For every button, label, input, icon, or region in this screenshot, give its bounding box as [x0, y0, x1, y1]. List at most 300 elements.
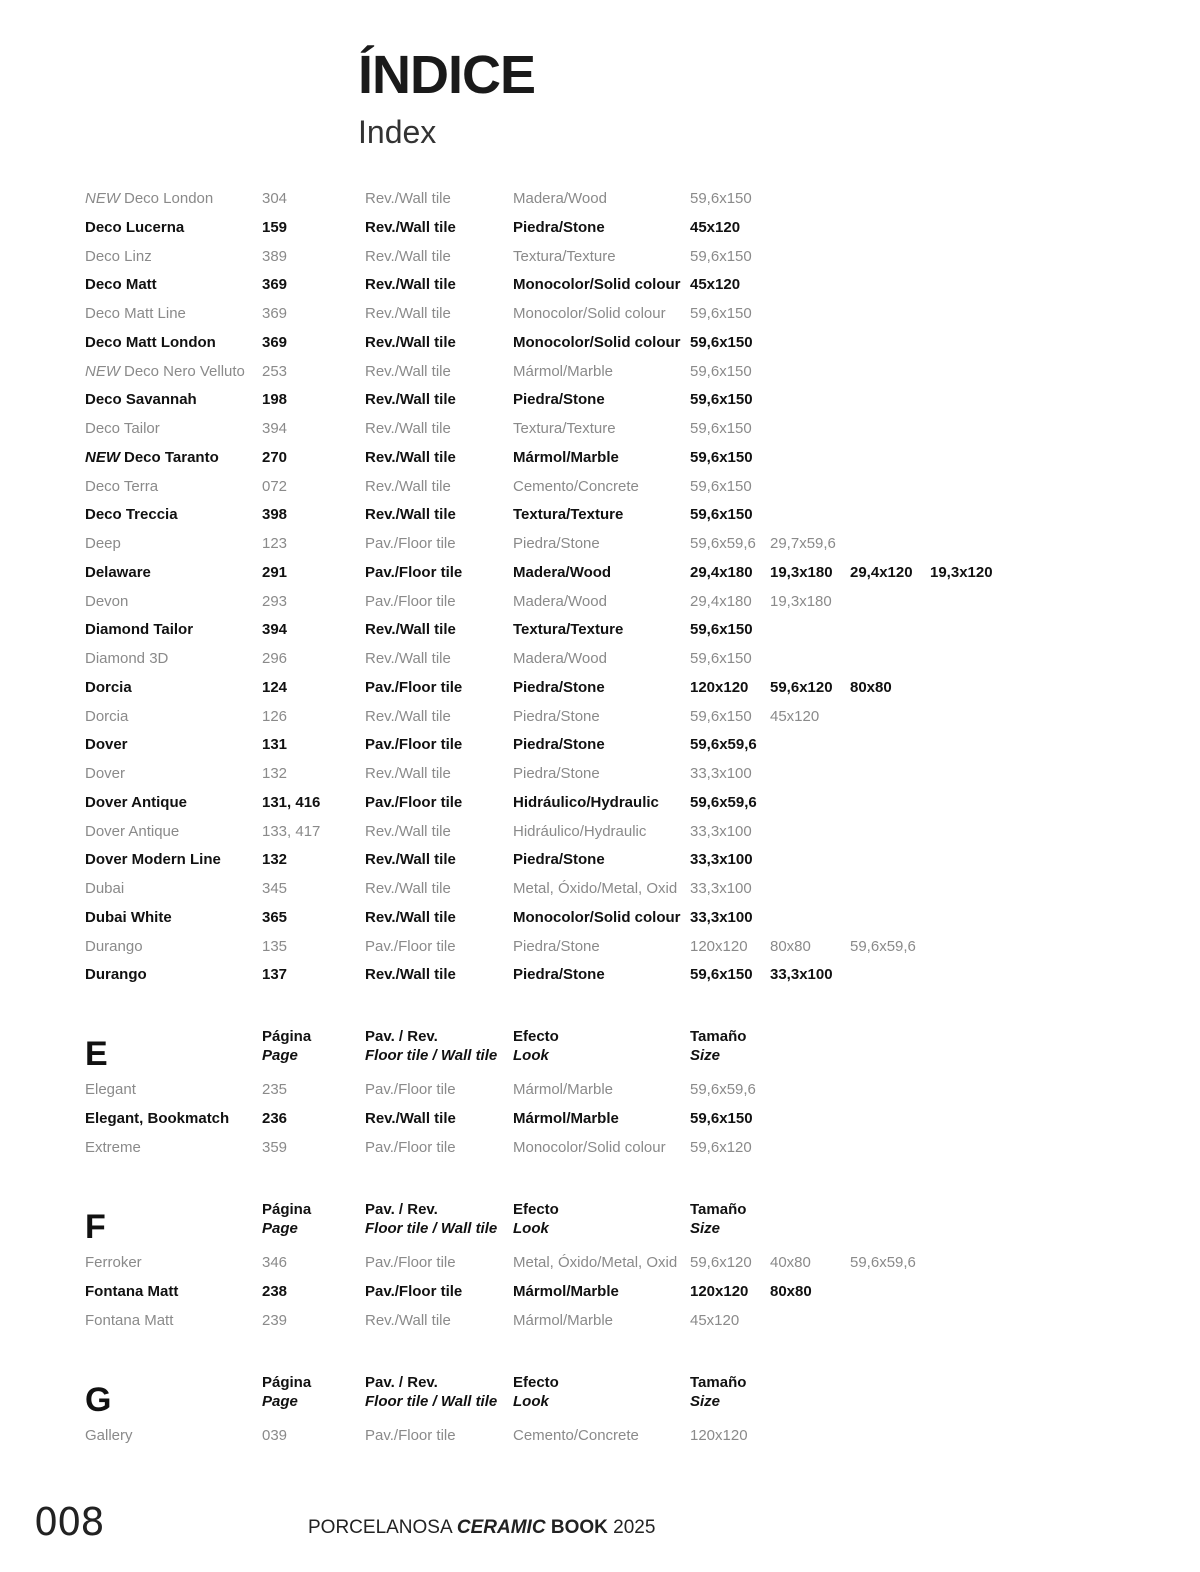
index-row [0, 473, 1200, 501]
tile-size: 59,6x150 [690, 362, 752, 380]
product-name-text: Ferroker [85, 1254, 142, 1271]
tile-size: 29,4x180 [690, 563, 753, 581]
tile-type: Rev./Wall tile [365, 908, 456, 926]
tile-type: Rev./Wall tile [365, 765, 451, 782]
header-size-es: Tamaño [690, 1028, 747, 1045]
tile-size: 80x80 [770, 937, 811, 955]
tile-size: 120x120 [690, 678, 749, 696]
product-name [85, 415, 160, 443]
index-row [0, 1134, 1200, 1162]
product-name-text: Gallery [85, 1427, 133, 1444]
index-row [0, 358, 1200, 386]
index-row [0, 961, 1200, 989]
effect-look: Metal, Óxido/Metal, Oxid [513, 880, 678, 897]
index-row [0, 731, 1200, 759]
index-row [0, 329, 1200, 357]
tile-size: 59,6x150 [690, 1109, 753, 1127]
tile-size: 59,6x150 [690, 966, 753, 984]
tile-type: Pav./Floor tile [365, 1282, 463, 1300]
header-tile-type-en: Floor tile / Wall tile [365, 1047, 498, 1064]
tile-size: 45x120 [690, 276, 741, 294]
tile-type: Rev./Wall tile [365, 391, 456, 409]
index-row [0, 501, 1200, 529]
tile-size: 59,6x120 [690, 1254, 752, 1271]
product-name [85, 214, 184, 242]
product-name [85, 875, 124, 903]
product-name-text: Dubai White [85, 908, 172, 926]
footer-year: 2025 [613, 1517, 656, 1538]
effect-look: Textura/Texture [513, 506, 624, 524]
page-ref: 137 [262, 966, 288, 984]
index-row [0, 386, 1200, 414]
page-ref: 238 [262, 1282, 288, 1300]
page-ref: 126 [262, 707, 288, 725]
tile-type: Rev./Wall tile [365, 506, 456, 524]
product-name-text: Dover [85, 736, 128, 754]
header-size-en: Size [690, 1047, 721, 1064]
header-tile-type-en: Floor tile / Wall tile [365, 1220, 498, 1237]
effect-look: Monocolor/Solid colour [513, 908, 681, 926]
product-name-text: Durango [85, 937, 143, 955]
page-ref: 124 [262, 678, 288, 696]
product-name-text: Deco Treccia [85, 506, 178, 524]
product-name-text: Deco Savannah [85, 391, 197, 409]
effect-look: Textura/Texture [513, 247, 616, 265]
page-ref: 131 [262, 736, 288, 754]
tile-size: 59,6x150 [690, 190, 752, 207]
product-name [85, 185, 213, 213]
tile-type: Rev./Wall tile [365, 966, 456, 984]
product-name-text: Diamond Tailor [85, 621, 194, 639]
header-look-es: Efecto [513, 1028, 559, 1045]
tile-type: Pav./Floor tile [365, 592, 456, 610]
product-name [85, 731, 128, 759]
tile-type: Rev./Wall tile [365, 247, 451, 265]
product-name-text: Fontana Matt [85, 1282, 179, 1300]
product-name-text: Delaware [85, 563, 151, 581]
effect-look: Madera/Wood [513, 563, 612, 581]
tile-size: 59,6x59,6 [690, 535, 756, 552]
page-ref: 235 [262, 1081, 288, 1098]
header-page-en: Page [262, 1393, 298, 1410]
index-row [0, 214, 1200, 242]
tile-type: Rev./Wall tile [365, 448, 456, 466]
page-ref: 039 [262, 1427, 288, 1444]
tile-type: Rev./Wall tile [365, 362, 451, 380]
header-look [513, 1373, 559, 1411]
tile-type: Pav./Floor tile [365, 678, 463, 696]
product-name [85, 501, 178, 529]
effect-look: Piedra/Stone [513, 707, 600, 725]
index-row [0, 559, 1200, 587]
page-ref: 346 [262, 1254, 288, 1271]
tile-size: 59,6x59,6 [850, 937, 916, 955]
product-name [85, 703, 128, 731]
product-name-text: Dubai [85, 880, 125, 897]
product-name [85, 243, 152, 271]
header-page-es: Página [262, 1028, 312, 1045]
product-name [85, 300, 186, 328]
product-name-text: Extreme [85, 1138, 141, 1156]
page-title: ÍNDICE [358, 45, 536, 105]
effect-look: Hidráulico/Hydraulic [513, 793, 659, 811]
page-ref: 293 [262, 592, 288, 610]
header-size [690, 1200, 746, 1238]
footer-ceramic: CERAMIC [456, 1517, 546, 1538]
effect-look: Piedra/Stone [513, 851, 605, 869]
header-page [262, 1373, 311, 1411]
header-look-es: Efecto [513, 1374, 559, 1391]
header-tile-type [365, 1373, 497, 1411]
page-ref: 369 [262, 333, 288, 351]
tile-size: 59,6x59,6 [850, 1254, 916, 1271]
effect-look: Textura/Texture [513, 621, 624, 639]
tile-type: Pav./Floor tile [365, 1427, 456, 1444]
tile-size: 19,3x180 [770, 563, 833, 581]
product-name [85, 933, 143, 961]
tile-size: 59,6x150 [690, 506, 753, 524]
effect-look: Cemento/Concrete [513, 477, 639, 495]
page-ref: 369 [262, 276, 288, 294]
tile-size: 19,3x120 [930, 563, 993, 581]
effect-look: Mármol/Marble [513, 362, 614, 380]
page-ref: 291 [262, 563, 288, 581]
product-name-text: Dorcia [85, 707, 129, 725]
tile-size: 40x80 [770, 1254, 811, 1271]
section-letter: G [85, 1381, 112, 1419]
header-tile-type-en: Floor tile / Wall tile [365, 1393, 498, 1410]
page-ref: 131, 416 [262, 793, 321, 811]
effect-look: Monocolor/Solid colour [513, 1138, 666, 1156]
header-size [690, 1027, 746, 1065]
tile-type: Pav./Floor tile [365, 793, 463, 811]
product-name [85, 961, 147, 989]
tile-size: 59,6x150 [690, 247, 752, 265]
tile-size: 29,7x59,6 [770, 535, 836, 552]
page-ref: 239 [262, 1311, 288, 1329]
tile-type: Pav./Floor tile [365, 563, 463, 581]
tile-size: 33,3x100 [690, 822, 752, 840]
product-name-text: Deco Matt Line [85, 305, 186, 322]
product-name [85, 386, 197, 414]
product-name-text: Deco Taranto [124, 448, 219, 466]
product-name [85, 904, 172, 932]
tile-type: Rev./Wall tile [365, 420, 451, 437]
index-row [0, 645, 1200, 673]
product-name [85, 674, 132, 702]
page-ref: 123 [262, 535, 288, 552]
effect-look: Mármol/Marble [513, 1311, 614, 1329]
header-size-en: Size [690, 1393, 721, 1410]
product-name-text: Dover Modern Line [85, 851, 221, 869]
page-ref: 072 [262, 477, 288, 495]
tile-size: 80x80 [770, 1282, 812, 1300]
index-row [0, 760, 1200, 788]
page-ref: 394 [262, 420, 288, 437]
page-ref: 359 [262, 1138, 288, 1156]
tile-size: 45x120 [690, 218, 741, 236]
footer-brand-name: PORCELANOSA [308, 1517, 452, 1538]
effect-look: Madera/Wood [513, 190, 607, 207]
effect-look: Madera/Wood [513, 592, 607, 610]
tile-size: 59,6x120 [690, 1138, 752, 1156]
tile-size: 45x120 [770, 707, 820, 725]
effect-look: Mármol/Marble [513, 1081, 614, 1098]
product-name [85, 1249, 142, 1277]
effect-look: Mármol/Marble [513, 1109, 619, 1127]
section-letter: F [85, 1208, 106, 1246]
tile-type: Rev./Wall tile [365, 190, 451, 207]
effect-look: Piedra/Stone [513, 736, 605, 754]
index-row [0, 271, 1200, 299]
product-name [85, 588, 128, 616]
index-row [0, 1105, 1200, 1133]
product-name-text: Deco Matt [85, 276, 157, 294]
tile-type: Pav./Floor tile [365, 1081, 456, 1098]
tile-type: Rev./Wall tile [365, 305, 451, 322]
tile-type: Rev./Wall tile [365, 880, 451, 897]
index-row [0, 904, 1200, 932]
page-ref: 270 [262, 448, 288, 466]
header-look-en: Look [513, 1220, 549, 1237]
product-name [85, 1105, 229, 1133]
product-name [85, 1278, 178, 1306]
header-look [513, 1200, 559, 1238]
header-look [513, 1027, 559, 1065]
tile-size: 120x120 [690, 1427, 748, 1444]
new-badge: NEW [85, 362, 120, 380]
effect-look: Piedra/Stone [513, 391, 605, 409]
tile-size: 33,3x100 [690, 765, 752, 782]
product-name [85, 846, 221, 874]
header-tile-type [365, 1027, 497, 1065]
effect-look: Mármol/Marble [513, 448, 619, 466]
product-name [85, 1076, 136, 1104]
tile-size: 59,6x150 [690, 650, 752, 667]
index-row [0, 185, 1200, 213]
product-name-text: Dorcia [85, 678, 132, 696]
tile-size: 33,3x100 [690, 908, 753, 926]
tile-type: Rev./Wall tile [365, 276, 456, 294]
product-name-text: Deco London [124, 190, 214, 207]
product-name-text: Diamond 3D [85, 650, 169, 667]
page-ref: 394 [262, 621, 288, 639]
header-page-es: Página [262, 1374, 312, 1391]
index-row [0, 588, 1200, 616]
product-name [85, 530, 121, 558]
product-name-text: Deep [85, 535, 121, 552]
tile-size: 33,3x100 [690, 880, 752, 897]
page-ref: 253 [262, 362, 288, 380]
header-page [262, 1200, 311, 1238]
tile-size: 59,6x120 [770, 678, 833, 696]
tile-type: Rev./Wall tile [365, 621, 456, 639]
page-ref: 132 [262, 765, 288, 782]
product-name [85, 789, 187, 817]
tile-type: Rev./Wall tile [365, 477, 451, 495]
header-tile-type-es: Pav. / Rev. [365, 1201, 438, 1218]
index-row [0, 789, 1200, 817]
effect-look: Monocolor/Solid colour [513, 333, 681, 351]
product-name-text: Dover [85, 765, 126, 782]
product-name-text: Deco Tailor [85, 420, 160, 437]
section-letter: E [85, 1035, 108, 1073]
index-row [0, 243, 1200, 271]
header-look-es: Efecto [513, 1201, 559, 1218]
product-name [85, 760, 125, 788]
tile-type: Rev./Wall tile [365, 707, 451, 725]
footer-book: BOOK [550, 1517, 608, 1538]
header-tile-type-es: Pav. / Rev. [365, 1028, 438, 1045]
product-name-text: Durango [85, 966, 147, 984]
tile-type: Pav./Floor tile [365, 937, 456, 955]
page-subtitle: Index [358, 114, 437, 150]
product-name-text: Elegant, Bookmatch [85, 1109, 230, 1127]
tile-size: 59,6x150 [690, 333, 753, 351]
product-name-text: Dover Antique [85, 822, 180, 840]
index-row [0, 1278, 1200, 1306]
index-row [0, 616, 1200, 644]
page-ref: 365 [262, 908, 288, 926]
tile-size: 29,4x180 [690, 592, 752, 610]
effect-look: Piedra/Stone [513, 765, 600, 782]
index-row [0, 1076, 1200, 1104]
header-page-en: Page [262, 1047, 298, 1064]
index-row [0, 1422, 1200, 1450]
product-name-text: Deco Matt London [85, 333, 216, 351]
index-row [0, 415, 1200, 443]
effect-look: Piedra/Stone [513, 535, 600, 552]
new-badge: NEW [85, 190, 120, 207]
effect-look: Monocolor/Solid colour [513, 276, 681, 294]
header-page [262, 1027, 311, 1065]
tile-type: Rev./Wall tile [365, 218, 456, 236]
effect-look: Piedra/Stone [513, 937, 600, 955]
footer-brand [308, 1517, 655, 1539]
product-name [85, 358, 245, 386]
tile-size: 33,3x100 [770, 966, 833, 984]
tile-size: 59,6x150 [690, 448, 753, 466]
index-row [0, 818, 1200, 846]
page-ref: 133, 417 [262, 822, 321, 840]
header-tile-type-es: Pav. / Rev. [365, 1374, 438, 1391]
page-ref: 389 [262, 247, 288, 265]
header-page-en: Page [262, 1220, 298, 1237]
product-name-text: Deco Terra [85, 477, 159, 495]
effect-look: Madera/Wood [513, 650, 607, 667]
index-row [0, 703, 1200, 731]
tile-size: 59,6x150 [690, 391, 753, 409]
tile-size: 29,4x120 [850, 563, 913, 581]
product-name-text: Fontana Matt [85, 1311, 174, 1329]
index-row [0, 300, 1200, 328]
product-name-text: Deco Linz [85, 247, 152, 265]
product-name [85, 473, 158, 501]
page-number: 008 [34, 1500, 104, 1544]
tile-type: Rev./Wall tile [365, 650, 451, 667]
index-row [0, 530, 1200, 558]
effect-look: Mármol/Marble [513, 1282, 619, 1300]
header-size [690, 1373, 746, 1411]
page-ref: 198 [262, 391, 288, 409]
tile-size: 59,6x150 [690, 305, 752, 322]
page-ref: 132 [262, 851, 288, 869]
product-name [85, 616, 193, 644]
effect-look: Hidráulico/Hydraulic [513, 822, 647, 840]
index-row [0, 444, 1200, 472]
tile-size: 45x120 [690, 1311, 740, 1329]
tile-size: 59,6x59,6 [690, 736, 757, 754]
page-ref: 296 [262, 650, 288, 667]
product-name [85, 271, 157, 299]
effect-look: Piedra/Stone [513, 218, 605, 236]
tile-size: 59,6x150 [690, 477, 752, 495]
index-row [0, 933, 1200, 961]
header-look-en: Look [513, 1047, 549, 1064]
header-size-es: Tamaño [690, 1201, 747, 1218]
tile-size: 80x80 [850, 678, 892, 696]
tile-size: 59,6x59,6 [690, 793, 757, 811]
tile-size: 59,6x150 [690, 621, 753, 639]
page-ref: 345 [262, 880, 288, 897]
tile-type: Rev./Wall tile [365, 1109, 456, 1127]
index-row [0, 1249, 1200, 1277]
tile-type: Pav./Floor tile [365, 1138, 456, 1156]
tile-size: 59,6x150 [690, 707, 752, 725]
effect-look: Metal, Óxido/Metal, Oxid [513, 1254, 678, 1271]
product-name [85, 1422, 133, 1450]
tile-size: 33,3x100 [690, 851, 753, 869]
index-row [0, 1307, 1200, 1335]
product-name-text: Dover Antique [85, 793, 187, 811]
tile-type: Rev./Wall tile [365, 822, 451, 840]
tile-type: Pav./Floor tile [365, 736, 463, 754]
header-tile-type [365, 1200, 497, 1238]
product-name [85, 1134, 141, 1162]
product-name [85, 818, 179, 846]
product-name [85, 559, 151, 587]
product-name-text: Deco Lucerna [85, 218, 185, 236]
index-row [0, 846, 1200, 874]
effect-look: Piedra/Stone [513, 678, 605, 696]
tile-size: 59,6x150 [690, 420, 752, 437]
tile-size: 19,3x180 [770, 592, 832, 610]
header-look-en: Look [513, 1393, 549, 1410]
index-row [0, 674, 1200, 702]
effect-look: Textura/Texture [513, 420, 616, 437]
page-ref: 304 [262, 190, 288, 207]
tile-size: 120x120 [690, 1282, 749, 1300]
tile-type: Rev./Wall tile [365, 333, 456, 351]
new-badge: NEW [85, 448, 120, 466]
tile-type: Rev./Wall tile [365, 851, 456, 869]
header-page-es: Página [262, 1201, 312, 1218]
effect-look: Cemento/Concrete [513, 1427, 639, 1444]
tile-type: Pav./Floor tile [365, 535, 456, 552]
page-ref: 369 [262, 305, 288, 322]
tile-type: Pav./Floor tile [365, 1254, 456, 1271]
page-ref: 135 [262, 937, 288, 955]
header-size-en: Size [690, 1220, 721, 1237]
product-name-text: Deco Nero Velluto [124, 362, 245, 380]
effect-look: Monocolor/Solid colour [513, 305, 666, 322]
product-name [85, 1307, 173, 1335]
effect-look: Piedra/Stone [513, 966, 605, 984]
tile-size: 120x120 [690, 937, 748, 955]
header-size-es: Tamaño [690, 1374, 747, 1391]
product-name-text: Elegant [85, 1081, 136, 1098]
page-ref: 236 [262, 1109, 288, 1127]
